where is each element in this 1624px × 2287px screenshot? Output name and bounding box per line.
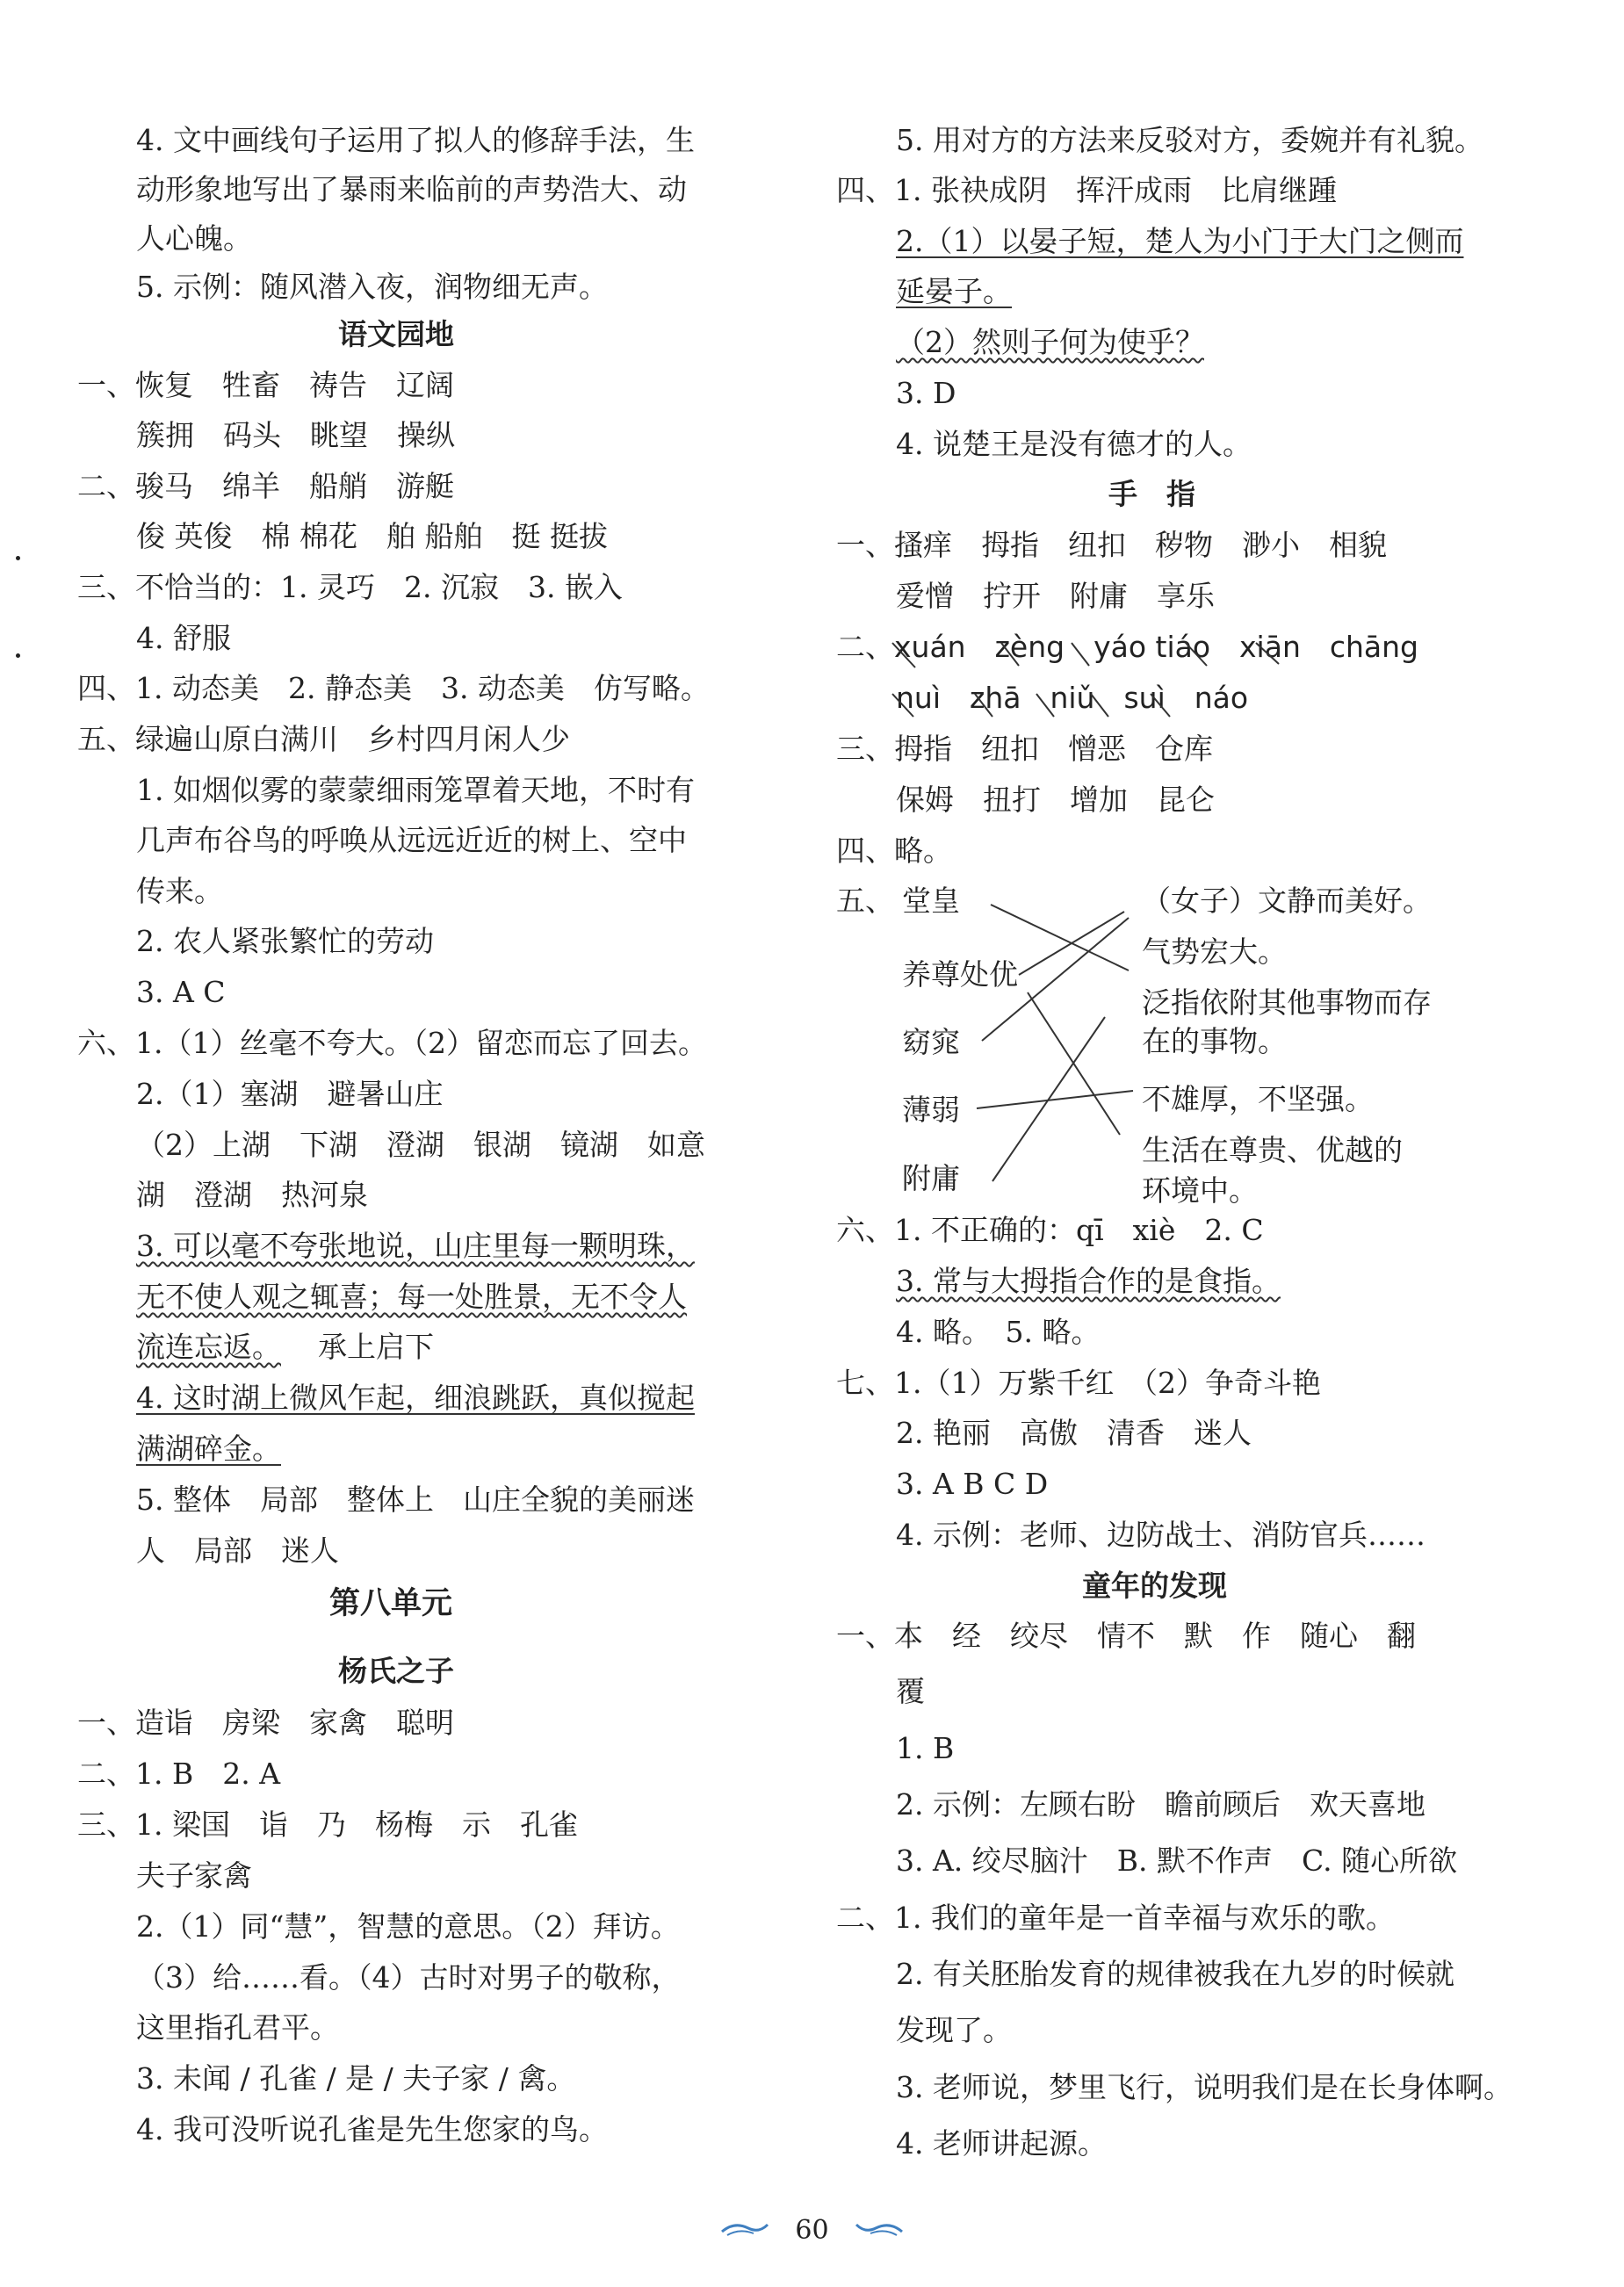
underlined-line: 延晏子。 — [896, 274, 1012, 308]
answer-line: 2. 有关胚胎发育的规律被我在九岁的时候就 — [896, 1957, 1454, 1991]
match-left-item: 堂皇 — [902, 884, 960, 918]
answer-line: （2）上湖 下湖 澄湖 银湖 镜湖 如意 — [136, 1128, 705, 1162]
section-heading: 手 指 — [1108, 477, 1195, 511]
match-left-item: 养尊处优 — [902, 957, 1018, 992]
answer-line: 三、不恰当的：1. 灵巧 2. 沉寂 3. 嵌入 — [77, 570, 623, 604]
match-right-item: 环境中。 — [1142, 1173, 1258, 1208]
answer-line: 2. 示例：左顾右盼 瞻前顾后 欢天喜地 — [896, 1787, 1426, 1822]
match-right-item: （女子）文静而美好。 — [1142, 884, 1432, 918]
answer-line: 3. A C — [136, 975, 226, 1009]
match-right-item: 在的事物。 — [1142, 1024, 1287, 1058]
answer-line: 湖 澄湖 热河泉 — [136, 1178, 368, 1212]
match-left-item: 窈窕 — [902, 1025, 960, 1059]
answer-line: 2. 艳丽 高傲 清香 迷人 — [896, 1416, 1252, 1450]
answer-line: 5. 整体 局部 整体上 山庄全貌的美丽迷 — [136, 1483, 695, 1517]
page-footer — [0, 2213, 1624, 2246]
right-ornament-icon — [853, 2215, 906, 2246]
match-left-item: 附庸 — [902, 1161, 960, 1195]
section-heading: 童年的发现 — [1082, 1569, 1227, 1603]
match-right-item: 生活在尊贵、优越的 — [1142, 1133, 1403, 1167]
unit-heading: 第八单元 — [329, 1586, 453, 1621]
answer-line: 一、搔痒 拇指 纽扣 秽物 渺小 相貌 — [836, 528, 1387, 562]
answer-line: 1. 如烟似雾的蒙蒙细雨笼罩着天地，不时有 — [136, 773, 695, 807]
answer-line: 人 局部 迷人 — [136, 1533, 339, 1568]
answer-line: 4. 说楚王是没有德才的人。 — [896, 427, 1252, 461]
pinyin-line: nuì zhā niǔ suì náo — [896, 681, 1249, 715]
answer-line: 1. B — [896, 1731, 955, 1765]
wavy-underlined-line: 无不使人观之辄喜；每一处胜景，无不令人 — [136, 1280, 687, 1314]
answer-line: 四、略。 — [836, 833, 952, 868]
answer-line: 覆 — [896, 1674, 925, 1708]
left-ornament-icon — [718, 2215, 771, 2246]
answer-line: 5. 用对方的方法来反驳对方，委婉并有礼貌。 — [896, 123, 1483, 157]
answer-line: 三、拇指 纽扣 憎恶 仓库 — [836, 732, 1213, 766]
answer-line: 四、1. 动态美 2. 静态美 3. 动态美 仿写略。 — [77, 671, 710, 705]
answer-line: 五、绿遍山原白满川 乡村四月闲人少 — [77, 722, 570, 756]
answer-line: 4. 略。 5. 略。 — [896, 1315, 1101, 1349]
answer-line: 3. 未闻 / 孔雀 / 是 / 夫子家 / 禽。 — [136, 2061, 576, 2096]
answer-line: 3. D — [896, 376, 956, 410]
answer-line: 六、1. 不正确的：qī xiè 2. C — [836, 1213, 1264, 1247]
answer-line: 一、造诣 房梁 家禽 聪明 — [77, 1706, 454, 1740]
answer-line: 四、1. 张袂成阴 挥汗成雨 比肩继踵 — [836, 173, 1337, 207]
underlined-line: 2.（1）以晏子短，楚人为小门于大门之侧而 — [896, 224, 1464, 258]
answer-line: 4. 老师讲起源。 — [896, 2126, 1107, 2161]
answer-line: 簇拥 码头 眺望 操纵 — [136, 418, 455, 452]
match-left-item: 薄弱 — [902, 1093, 960, 1127]
answer-line: 夫子家禽 — [136, 1858, 252, 1893]
answer-line: （3）给……看。（4）古时对男子的敬称， — [136, 1960, 681, 1995]
answer-line: 4. 我可没听说孔雀是先生您家的鸟。 — [136, 2112, 608, 2146]
answer-line: 5. 示例：随风潜入夜，润物细无声。 — [136, 270, 608, 304]
answer-line: 爱憎 拧开 附庸 享乐 — [896, 579, 1215, 613]
scan-speck — [16, 556, 20, 560]
answer-line: 三、1. 梁国 诣 乃 杨梅 示 孔雀 — [77, 1807, 578, 1842]
answer-line: 七、1.（1）万紫千红 （2）争奇斗艳 — [836, 1366, 1321, 1400]
answer-line: 承上启下 — [318, 1330, 434, 1364]
answer-line: 动形象地写出了暴雨来临前的声势浩大、动 — [136, 172, 687, 206]
answer-line: 4. 文中画线句子运用了拟人的修辞手法，生 — [136, 123, 695, 157]
answer-line: 2. 农人紧张繁忙的劳动 — [136, 924, 434, 958]
answer-line: 二、1. 我们的童年是一首幸福与欢乐的歌。 — [836, 1901, 1395, 1935]
answer-line: 3. A. 绞尽脑汁 B. 默不作声 C. 随心所欲 — [896, 1843, 1458, 1878]
match-right-item: 气势宏大。 — [1142, 934, 1287, 969]
underlined-line: 4. 这时湖上微风乍起，细浪跳跃，真似搅起 — [136, 1381, 695, 1415]
section-heading: 语文园地 — [338, 317, 454, 351]
answer-line: 几声布谷鸟的呼唤从远远近近的树上、空中 — [136, 823, 687, 857]
answer-line: 这里指孔君平。 — [136, 2010, 339, 2045]
answer-line: 俊 英俊 棉 棉花 舶 船舶 挺 挺拔 — [136, 519, 608, 553]
answer-line: 一、恢复 牲畜 祷告 辽阔 — [77, 368, 454, 402]
wavy-underlined-line: 3. 常与大拇指合作的是食指。 — [896, 1264, 1281, 1298]
match-right-item: 泛指依附其他事物而存 — [1142, 985, 1432, 1020]
answer-line: 2.（1）同“慧”，智慧的意思。（2）拜访。 — [136, 1909, 680, 1944]
wavy-underlined-line: 流连忘返。 — [136, 1330, 281, 1364]
answer-line: 2.（1）塞湖 避暑山庄 — [136, 1077, 444, 1111]
answer-line: 保姆 扭打 增加 昆仑 — [896, 783, 1215, 817]
answer-line: 3. A B C D — [896, 1467, 1049, 1501]
answer-line: 传来。 — [136, 874, 223, 908]
answer-line: 3. 老师说，梦里飞行，说明我们是在长身体啊。 — [896, 2070, 1512, 2104]
pinyin-marks — [887, 632, 1467, 720]
answer-line: 二、1. B 2. A — [77, 1757, 281, 1791]
scan-speck — [16, 653, 20, 658]
wavy-underlined-line: （2）然则子何为使乎？ — [896, 325, 1204, 359]
section-heading: 杨氏之子 — [338, 1654, 454, 1688]
answer-line: 发现了。 — [896, 2013, 1012, 2047]
question-number: 五、 — [836, 884, 894, 918]
pinyin-line: 二、xuán zèng yáo tiáo xiān chāng — [836, 630, 1418, 664]
answer-line: 4. 示例：老师、边防战士、消防官兵…… — [896, 1518, 1426, 1552]
answer-line: 4. 舒服 — [136, 621, 231, 655]
match-right-item: 不雄厚，不坚强。 — [1142, 1082, 1374, 1116]
underlined-line: 满湖碎金。 — [136, 1432, 281, 1466]
answer-line: 一、本 经 绞尽 情不 默 作 随心 翻 — [836, 1619, 1416, 1653]
page-number: 60 — [795, 2214, 829, 2246]
matching-lines — [966, 887, 1142, 1186]
answer-line: 六、1.（1）丝毫不夸大。（2）留恋而忘了回去。 — [77, 1026, 707, 1060]
answer-line: 二、骏马 绵羊 船艄 游艇 — [77, 469, 454, 503]
wavy-underlined-line: 3. 可以毫不夸张地说，山庄里每一颗明珠， — [136, 1229, 695, 1263]
answer-line: 人心魄。 — [136, 221, 252, 256]
